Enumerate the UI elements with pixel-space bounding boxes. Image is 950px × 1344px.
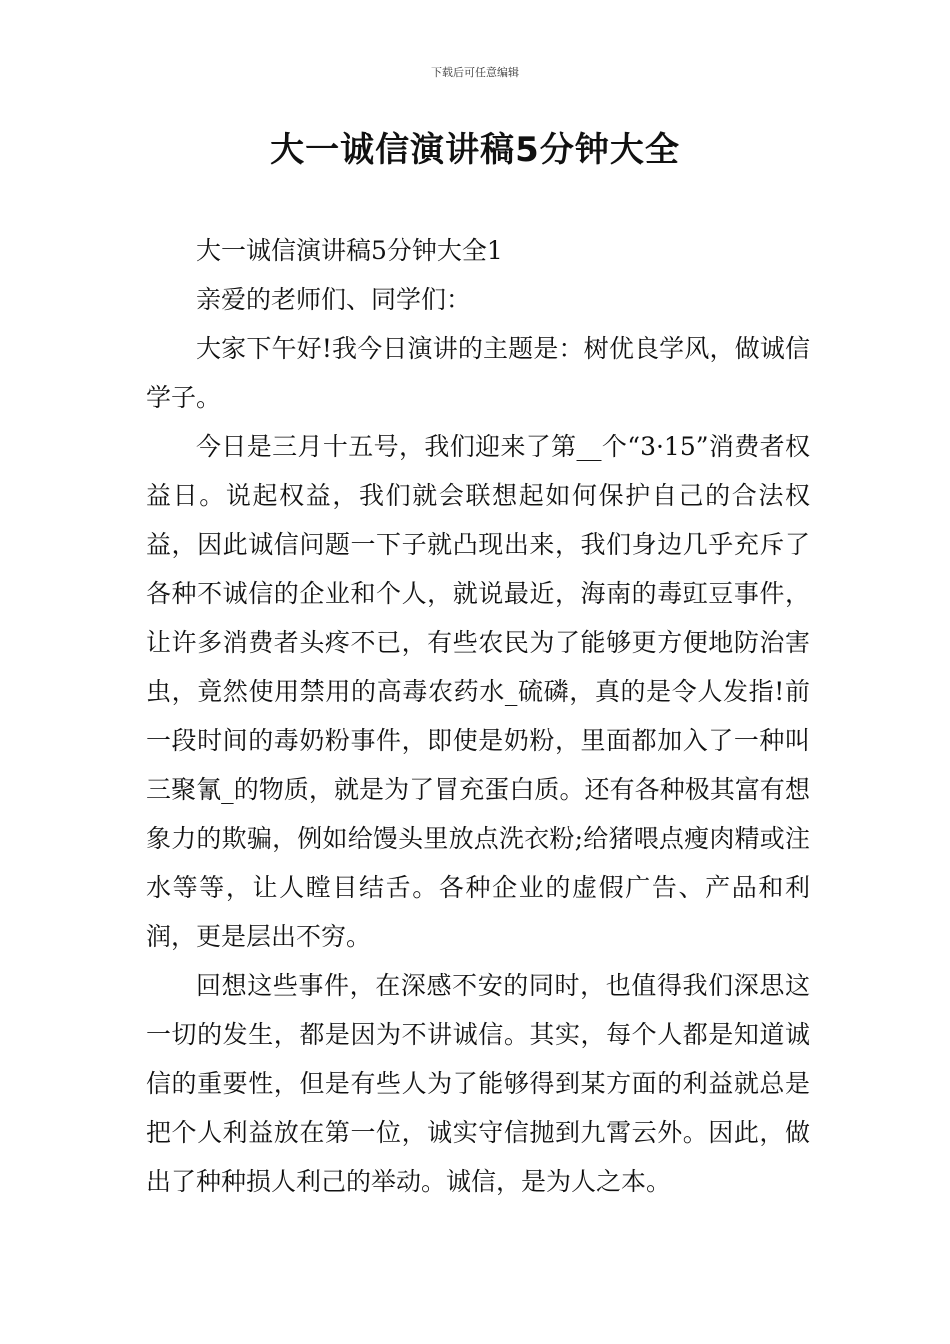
document-title: 大一诚信演讲稿5分钟大全	[270, 130, 680, 170]
body-paragraph: 大家下午好!我今日演讲的主题是：树优良学风，做诚信学子。	[146, 334, 810, 412]
salutation: 亲爱的老师们、同学们：	[196, 285, 472, 314]
body-paragraph: 回想这些事件，在深感不安的同时，也值得我们深思这一切的发生，都是因为不讲诚信。其实，每个人都是知道诚信的重要性，但是有些人为了能够得到某方面的利益就总是把个人利益放在第一位，诚实守信抛到九霄云外。因此，做出了种种损人利己的举动。诚信，是为人之本。	[146, 971, 810, 1196]
body-paragraph: 今日是三月十五号，我们迎来了第__个“3·15”消费者权益日。说起权益，我们就会联想起如何保护自己的合法权益，因此诚信问题一下子就凸现出来，我们身边几乎充斥了各种不诚信的企业和个人，就说最近，海南的毒豇豆事件，让许多消费者头疼不已，有些农民为了能够更方便地防治害虫，竟然使用禁用的高毒农药水_硫磷，真的是令人发指!前一段时间的毒奶粉事件，即使是奶粉，里面都加入了一种叫三聚氰_的物质，就是为了冒充蛋白质。还有各种极其富有想象力的欺骗，例如给馒头里放点洗衣粉;给猪喂点瘦肉精或注水等等，让人瞠目结舌。各种企业的虚假广告、产品和利润，更是层出不穷。	[146, 432, 810, 951]
header-note: 下载后可任意编辑	[431, 66, 519, 79]
section-heading: 大一诚信演讲稿5分钟大全1	[196, 236, 503, 265]
document-body	[146, 226, 810, 1206]
